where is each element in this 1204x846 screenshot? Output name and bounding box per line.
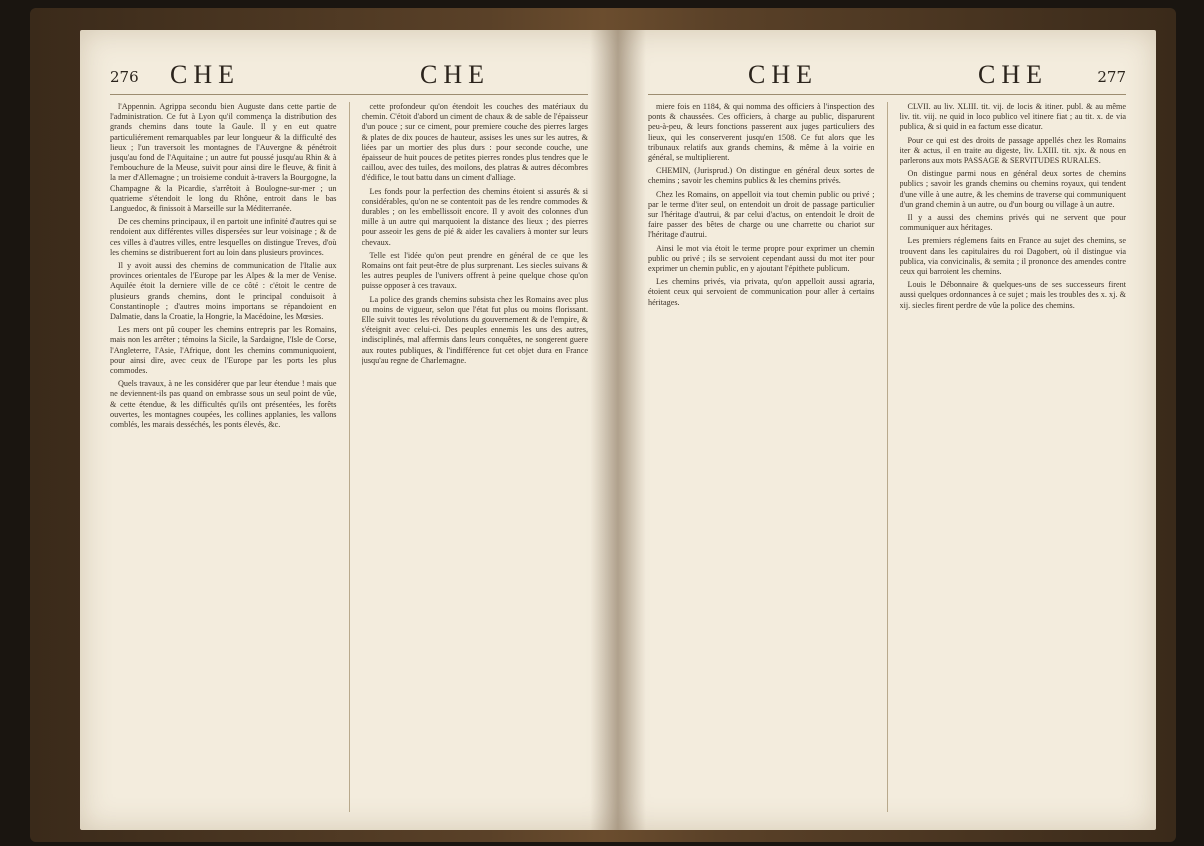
paragraph: On distingue parmi nous en général deux sortes de chemins publics ; savoir les grands chemins ou chemins royaux, qui tendent d'une ville à une autre, & les chemins de traverse qui communiquent d'un grand chemin à un autre, ou d'un bourg ou village à un autre. <box>899 169 1126 209</box>
paragraph: Il y a aussi des chemins privés qui ne servent que pour communiquer aux héritages. <box>899 213 1126 233</box>
text-column <box>648 102 875 812</box>
right-page-header <box>648 60 1126 90</box>
paragraph: l'Appennin. Agrippa secondu bien Auguste dans cette partie de l'administration. Ce fut à Lyon qu'il commença la distribution des grands chemins dans toute la Gaule. Il y en eut quatre particuliérement remarquables par leur longueur & la difficulté des lieux ; l'un traversoit les montagnes de l'Auvergne & pénétroit jusqu'au fond de l'Aquitaine ; un autre fut poussé jusqu'au Rhin & à l'embouchure de la Meuse, suivit pour ainsi dire le fleuve, & finit à la mer d'Allemagne ; un troisieme conduit à-travers la Bourgogne, la Champagne & la Picardie, s'arrêtoit à Boulogne-sur-mer ; un quatrieme s'étendoit le long du Rhône, entroit dans le bas Languedoc, & finissoit à Marseille sur la Méditerranée. <box>110 102 337 214</box>
paragraph: Il y avoit aussi des chemins de communication de l'Italie aux provinces orientales de l'Europe par les Alpes & la mer de Venise. Aquilée étoit la derniere ville de ce côté : c'étoit le centre de plusieurs grands chemins, dont le principal conduisoit à Constantinople ; d'autres moins importans se répandoient en Dalmatie, dans la Croatie, la Hongrie, la Macédoine, les Mœsies. <box>110 261 337 322</box>
paragraph: CHEMIN, (Jurisprud.) On distingue en général deux sortes de chemins ; savoir les chemins publics & les chemins privés. <box>648 166 875 186</box>
paragraph: Telle est l'idée qu'on peut prendre en général de ce que les Romains ont fait peut-être de plus surprenant. Les siecles suivans & les autres peuples de l'univers offrent à peine quelque chose qu'on puisse opposer à ces travaux. <box>361 250 588 291</box>
paragraph: Pour ce qui est des droits de passage appellés chez les Romains iter & actus, il en traite au digeste, liv. LXIII. tit. xjx. & nous en parlerons aux mots PASSAGE & SERVITUDES RURALES. <box>899 135 1126 166</box>
paragraph: Louis le Débonnaire & quelques-uns de ses successeurs firent aussi quelques ordonnances à ce sujet ; mais les troubles des x. xj. & xij. siecles firent perdre de vûe la police des chemins. <box>899 280 1126 310</box>
left-page-header <box>110 60 588 90</box>
column-rule <box>887 102 888 812</box>
text-column <box>362 102 589 812</box>
paragraph: La police des grands chemins subsista chez les Romains avec plus ou moins de vigueur, selon que l'état fut plus ou moins florissant. Elle suivit toutes les révolutions du gouvernement & de l'empire, & s'éteignit avec celui-ci. Des peuples ennemis les uns des autres, indisciplinés, mal affermis dans leurs conquêtes, ne songerent guere aux routes publiques, & l'indifférence fut cet objet dura en France jusqu'au regne de Charlemagne. <box>361 294 588 365</box>
paragraph: Les mers ont pû couper les chemins entrepris par les Romains, mais non les arrêter ; témoins la Sicile, la Sardaigne, l'Isle de Corse, l'Angleterre, l'Asie, l'Afrique, dont les chemins communiquoient, pour ainsi dire, avec ceux de l'Europe par les ports les plus commodes. <box>110 325 337 376</box>
running-head: CHE <box>748 60 818 89</box>
header-rule <box>110 94 588 95</box>
paragraph: miere fois en 1184, & qui nomma des officiers à l'inspection des ponts & chaussées. Ces officiers, à charge au public, disparurent peu-à-peu, & leurs fonctions passerent aux juges particuliers des lieux, qui les conserverent jusqu'en 1508. Ce fut alors que les tribunaux relatifs aux grands chemins, & même à la voirie en général, se multiplierent. <box>648 102 875 163</box>
right-page <box>618 30 1156 830</box>
header-rule <box>648 94 1126 95</box>
paragraph: Les premiers réglemens faits en France au sujet des chemins, se trouvent dans les capitulaires du roi Dagobert, où il distingue via publica, via convicinalis, & semita ; il prononce des amendes contre ceux qui barroient les chemins. <box>899 236 1126 277</box>
open-book <box>30 8 1176 842</box>
text-columns <box>648 102 1126 812</box>
page-number: 276 <box>110 68 139 86</box>
text-column <box>110 102 337 812</box>
paragraph: Chez les Romains, on appelloit via tout chemin public ou privé ; par le terme d'iter seul, on entendoit un droit de passage particulier sur l'héritage d'autrui, & par celui d'actus, on entendoit le droit de faire passer des bêtes de charge ou une charrette ou chariot sur l'héritage d'autrui. <box>648 189 875 240</box>
running-head: CHE <box>978 60 1048 89</box>
paragraph: Quels travaux, à ne les considérer que par leur étendue ! mais que ne deviennent-ils pas quand on embrasse sous un seul point de vûe, & cette étendue, & les difficultés qu'ils ont présentées, les forêts ouvertes, les montagnes coupées, les collines applanies, les vallons comblés, les marais desséchés, les ponts élevés, &c. <box>110 379 337 430</box>
paragraph: cette profondeur qu'on étendoit les couches des matériaux du chemin. C'étoit d'abord un ciment de chaux & de sable de l'épaisseur d'un pouce ; sur ce ciment, pour premiere couche des pierres larges & plates de dix pouces de hauteur, assises les unes sur les autres, & liées par un mortier des plus durs : pour seconde couche, une épaisseur de huit pouces de petites pierres rondes plus tendres que le caillou, avec des tuiles, des moilons, des platras & autres décombres d'édifice, le tout battu dans un ciment d'alliage. <box>361 102 588 183</box>
text-columns <box>110 102 588 812</box>
paragraph: De ces chemins principaux, il en partoit une infinité d'autres qui se rendoient aux différentes villes dispersées sur leur voisinage ; & de ces villes à d'autres villes, entre lesquelles on distingue Treves, d'où les chemins se distribuerent fort au loin dans plusieurs provinces. <box>110 217 337 257</box>
paragraph: Les fonds pour la perfection des chemins étoient si assurés & si considérables, qu'on ne se contentoit pas de les rendre commodes & durables ; on les embellissoit encore. Il y avoit des colonnes d'un mille à un autre qui marquoient la distance des lieux ; des pierres pour asseoir les gens de pié & aider les cavaliers à monter sur leurs chevaux. <box>361 186 588 247</box>
running-head: CHE <box>170 60 240 89</box>
page-number: 277 <box>1097 68 1126 86</box>
paragraph: Les chemins privés, via privata, qu'on appelloit aussi agraria, étoient ceux qui servoient de communication pour aller à certains héritages. <box>648 277 875 307</box>
text-column <box>900 102 1127 812</box>
column-rule <box>349 102 350 812</box>
paragraph: CLVII. au liv. XLIII. tit. vij. de locis & itiner. publ. & au même liv. tit. viij. ne quid in loco publico vel itinere fiat ; au tit. x. de via publica, & si quid in ea factum esse dicatur. <box>899 102 1126 132</box>
left-page <box>80 30 618 830</box>
paragraph: Ainsi le mot via étoit le terme propre pour exprimer un chemin public ou privé ; ils se servoient cependant aussi du mot iter pour exprimer un chemin public, en y ajoutant l'épithete publicum. <box>648 243 875 274</box>
running-head: CHE <box>420 60 490 89</box>
